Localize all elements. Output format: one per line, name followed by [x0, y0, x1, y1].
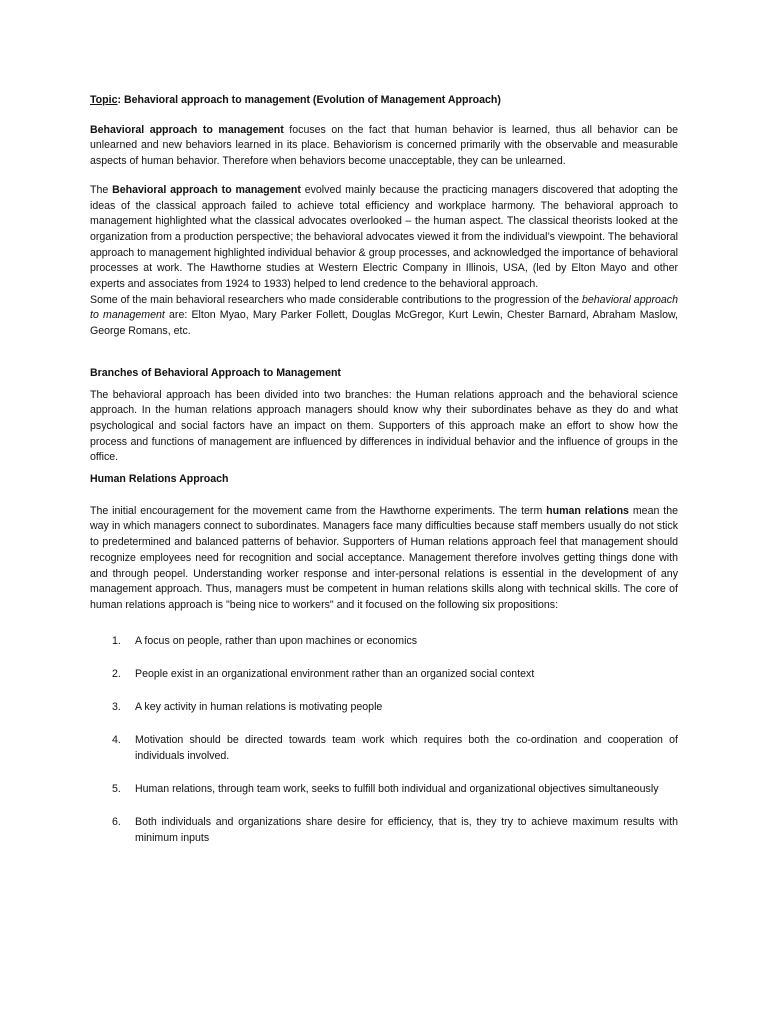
topic-title: : Behavioral approach to management (Evolution of Management Approach) [117, 94, 501, 106]
researchers-pre: Some of the main behavioral researchers who made considerable contributions to the progression of the [90, 293, 582, 306]
list-item-text: People exist in an organizational environment rather than an organized social context [135, 667, 535, 680]
topic-line [90, 93, 678, 109]
branches-paragraph: The behavioral approach has been divided into two branches: the Human relations approach and the behavioral science approach. In the human relations approach managers should know why their subordinates behave as they do and what psychological and social factors have an impact on them. Supporters of this approach make an effort to show how the process and functions of management are influenced by differences in individual behavior and the influence of groups in the office. [90, 388, 678, 464]
list-item [90, 634, 678, 650]
researchers-italic-term: behavioral approach to management [90, 293, 678, 322]
human-relations-heading: Human Relations Approach [90, 473, 229, 486]
list-item-number: 5. [112, 783, 121, 796]
list-item-text: Human relations, through team work, seeks to fulfill both individual and organizational objectives simultaneously [135, 783, 659, 796]
list-item-number: 1. [112, 634, 121, 647]
evolution-text: evolved mainly because the practicing managers discovered that adopting the ideas of the classical approach failed to achieve total efficiency and workplace harmony. The behavioral approach to management highlighted what the classical advocates overlooked – the human aspect. The classical theorists looked at the organization from a production perspective; the behavioral advocates viewed it from the individual’s viewpoint. The behavioral approach to management highlighted individual behavior & group processes, and acknowledged the importance of behavioral processes at work. The Hawthorne studies at Western Electric Company in Illinois, USA, (led by Elton Mayo and other experts and associates from 1924 to 1933) helped to lend credence to the behavioral approach. [90, 183, 678, 291]
evolution-paragraph [90, 183, 678, 293]
intro-text: focuses on the fact that human behavior is learned, thus all behavior can be unlearned and new behaviors learned in its place. Behaviorism is concerned primarily with the observable and measurable aspects of human behavior. Therefore when behaviors become unacceptable, they can be unlearned. [90, 123, 678, 168]
researchers-text: are: Elton Myao, Mary Parker Follett, Douglas McGregor, Kurt Lewin, Chester Barnard, Abraham Maslow, George Romans, etc. [90, 309, 678, 338]
list-item-text: A focus on people, rather than upon machines or economics [135, 634, 418, 647]
list-item [90, 667, 678, 683]
hr-bold-term: human relations [546, 504, 629, 517]
list-item-number: 4. [112, 734, 121, 747]
intro-paragraph [90, 123, 678, 170]
branches-heading: Branches of Behavioral Approach to Management [90, 366, 341, 379]
evolution-bold-term: Behavioral approach to management [112, 183, 301, 196]
list-item-text: Both individuals and organizations share desire for efficiency, that is, they try to achieve maximum results with minimum inputs [135, 816, 678, 845]
list-item [90, 700, 678, 716]
intro-bold-term: Behavioral approach to management [90, 123, 284, 136]
hr-pre: The initial encouragement for the movement came from the Hawthorne experiments. The term [90, 504, 547, 517]
topic-label: Topic [90, 94, 118, 106]
list-item-number: 3. [112, 701, 121, 714]
list-item-text: A key activity in human relations is motivating people [135, 701, 383, 714]
document-page [90, 93, 678, 864]
list-item-number: 6. [112, 816, 121, 829]
human-relations-paragraph [90, 504, 678, 614]
researchers-paragraph [90, 293, 678, 340]
list-item [90, 733, 678, 764]
list-item [90, 815, 678, 846]
propositions-list [90, 634, 678, 847]
hr-text: mean the way in which managers connect to subordinates. Managers face many difficulties because staff members usually do not stick to predetermined and balanced patterns of behavior. Supporters of Human relations approach feel that management should recognize employees need for recognition and social acceptance. Management therefore involves getting things done with and through peopel. Understanding worker response and inter-personal relations is essential in the development of any management approach. Thus, managers must be competent in human relations skills along with technical skills. The core of human relations approach is "being nice to workers" and it focused on the following six propositions: [90, 504, 678, 611]
list-item-text: Motivation should be directed towards team work which requires both the co-ordination and cooperation of individuals involved. [135, 734, 678, 762]
evolution-pre: The [90, 183, 113, 196]
list-item [90, 782, 678, 798]
list-item-number: 2. [112, 667, 121, 680]
